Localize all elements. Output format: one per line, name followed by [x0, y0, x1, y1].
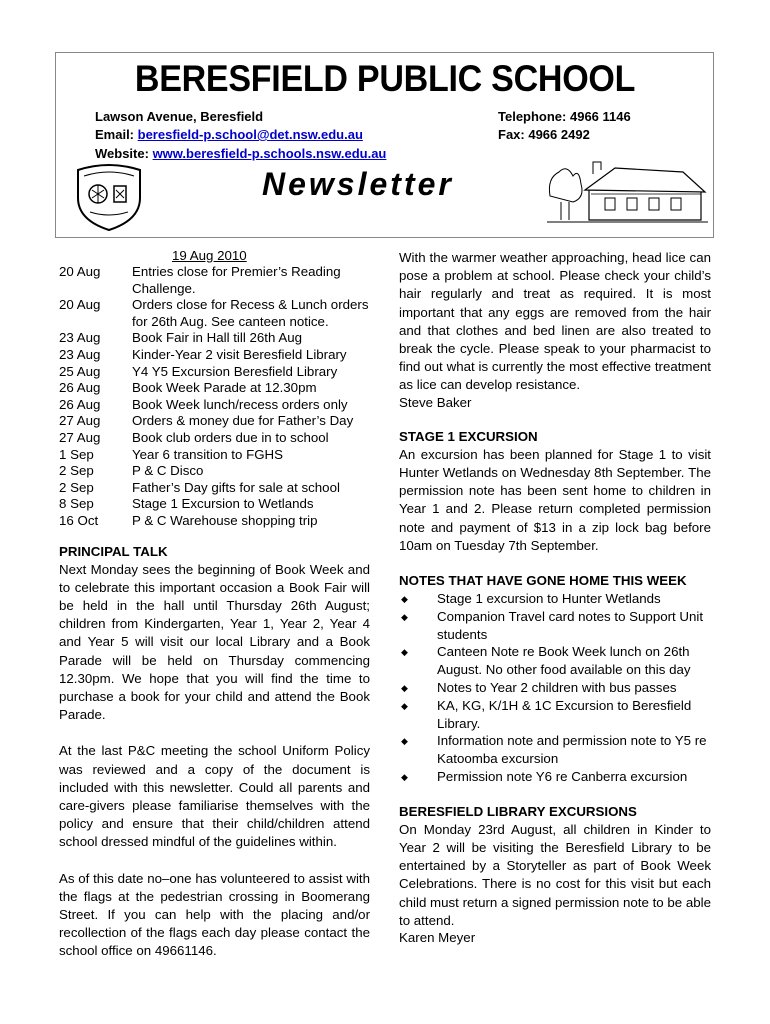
calendar-entry	[59, 430, 374, 447]
calendar-entry	[59, 496, 374, 513]
diamond-bullet-icon: ◆	[401, 612, 408, 623]
notes-home-list	[399, 590, 711, 787]
calendar-event: Year 6 transition to FGHS	[132, 446, 284, 462]
notes-list-item	[399, 697, 711, 732]
principal-talk-p1: Next Monday sees the beginning of Book Week and to celebrate this important occasion a Book Fair will be held in the hall until Thursday 26th August; children from Kindergarten, Year 1, Year 2, Year 4 and Year 5 will visit our local Library and a Book Parade will be held on Thursday commencing 12.30pm. We hope that you will find the time to purchase a book for your child and attend the Book Parade.	[59, 561, 370, 723]
calendar-entry	[59, 297, 374, 330]
calendar-event: Entries close for Premier’s Reading Challenge.	[132, 264, 341, 296]
calendar-event: Book Week Parade at 12.30pm	[132, 380, 317, 396]
calendar-entry	[59, 397, 374, 414]
newsletter-title: Newsletter	[262, 166, 454, 202]
calendar-entry	[59, 447, 374, 464]
calendar-entry	[59, 330, 374, 347]
notes-list-item	[399, 608, 711, 643]
head-lice-text: With the warmer weather approaching, head lice can pose a problem at school. Please check your child’s hair regularly and treat as required. It is most important that any eggs are removed from the hair and that clothes and bed linen are also treated to break the cycle. Please speak to your pharmacist to find out what is currently the most effective treatment as lice can develop resistance.	[399, 250, 711, 393]
calendar-entry	[59, 463, 374, 480]
email-label: Email:	[95, 127, 138, 142]
calendar-entry	[59, 513, 374, 530]
calendar-event: Orders close for Recess & Lunch orders for 26th Aug. See canteen notice.	[132, 297, 369, 329]
notes-item-text: Information note and permission note to Y5 re Katoomba excursion	[437, 733, 707, 766]
principal-talk-title: PRINCIPAL TALK	[59, 544, 168, 559]
head-lice-signature: Steve Baker	[399, 394, 472, 410]
calendar-date: 27 Aug	[59, 413, 101, 429]
diamond-bullet-icon: ◆	[401, 682, 408, 693]
calendar-date: 20 Aug	[59, 297, 101, 313]
calendar-date: 23 Aug	[59, 346, 101, 362]
notes-list-item	[399, 732, 711, 767]
principal-talk-section	[59, 544, 370, 961]
notes-list-item	[399, 679, 711, 698]
calendar-event: Book Week lunch/recess orders only	[132, 396, 348, 412]
diamond-bullet-icon: ◆	[401, 647, 408, 658]
calendar-event: Stage 1 Excursion to Wetlands	[132, 496, 314, 512]
library-title: BERESFIELD LIBRARY EXCURSIONS	[399, 804, 637, 820]
calendar-event: P & C Warehouse shopping trip	[132, 512, 318, 528]
website-line	[95, 146, 386, 161]
calendar-heading: 19 Aug 2010	[172, 248, 247, 263]
calendar-date: 8 Sep	[59, 496, 94, 512]
stage1-text: An excursion has been planned for Stage 1 to visit Hunter Wetlands on Wednesday 8th September. The permission note has been sent home to children in Year 1 and 2. Please return completed permission note and payment of $13 in a zip lock bag before 10am on Tuesday 7th September.	[399, 446, 711, 553]
calendar-entry	[59, 364, 374, 381]
calendar-date: 23 Aug	[59, 330, 101, 346]
stage1-title: STAGE 1 EXCURSION	[399, 429, 538, 445]
telephone: Telephone: 4966 1146	[498, 109, 631, 124]
calendar-list	[59, 264, 374, 530]
calendar-entry	[59, 380, 374, 397]
fax: Fax: 4966 2492	[498, 127, 590, 142]
website-link[interactable]: www.beresfield-p.schools.nsw.edu.au	[152, 146, 387, 161]
school-name: BERESFIELD PUBLIC SCHOOL	[134, 58, 636, 99]
calendar-date: 16 Oct	[59, 512, 99, 528]
email-line	[95, 127, 363, 142]
diamond-bullet-icon: ◆	[401, 701, 408, 712]
calendar-event: Father’s Day gifts for sale at school	[132, 479, 340, 495]
calendar-event: Orders & money due for Father’s Day	[132, 413, 354, 429]
calendar-event: Kinder-Year 2 visit Beresfield Library	[132, 346, 347, 362]
calendar-date: 25 Aug	[59, 363, 101, 379]
email-link[interactable]: beresfield-p.school@det.nsw.edu.au	[137, 127, 363, 142]
calendar-event: Book club orders due in to school	[132, 429, 329, 445]
notes-list-item	[399, 768, 711, 787]
calendar-date: 20 Aug	[59, 264, 101, 279]
school-building-drawing	[545, 158, 710, 228]
calendar-event: P & C Disco	[132, 463, 204, 479]
calendar-date: 2 Sep	[59, 479, 94, 495]
calendar-entry	[59, 480, 374, 497]
calendar-date: 26 Aug	[59, 380, 101, 396]
calendar-event: Book Fair in Hall till 26th Aug	[132, 330, 302, 346]
library-text: On Monday 23rd August, all children in Kinder to Year 2 will be visiting the Beresfield Library to be entertained by a Storyteller as part of Book Week Celebrations. There is no cost for this visit but each child must return a signed permission note to be able to attend.	[399, 821, 711, 928]
notes-home-title: NOTES THAT HAVE GONE HOME THIS WEEK	[399, 573, 687, 589]
notes-item-text: KA, KG, K/1H & 1C Excursion to Beresfield Library.	[437, 698, 692, 731]
calendar-date: 1 Sep	[59, 446, 94, 462]
calendar-event: Y4 Y5 Excursion Beresfield Library	[132, 363, 338, 379]
notes-list-item	[399, 643, 711, 678]
library-signature: Karen Meyer	[399, 929, 476, 945]
principal-talk-p2: At the last P&C meeting the school Uniform Policy was reviewed and a copy of the document is included with this newsletter. Could all parents and care-givers please familiarise themselves with the policy and ensure that their child/children attend school dressed mindful of the guidelines within.	[59, 743, 370, 850]
notes-item-text: Companion Travel card notes to Support Unit students	[437, 609, 704, 642]
calendar-entry	[59, 264, 374, 297]
website-label: Website:	[95, 146, 153, 161]
notes-item-text: Permission note Y6 re Canberra excursion	[437, 768, 688, 784]
diamond-bullet-icon: ◆	[401, 736, 408, 747]
right-column	[399, 249, 711, 947]
calendar-date: 27 Aug	[59, 429, 101, 445]
notes-item-text: Canteen Note re Book Week lunch on 26th August. No other food available on this day	[437, 644, 691, 677]
notes-list-item	[399, 590, 711, 609]
calendar-entry	[59, 347, 374, 364]
calendar-date: 2 Sep	[59, 463, 94, 479]
notes-item-text: Notes to Year 2 children with bus passes	[437, 679, 677, 695]
calendar-date: 26 Aug	[59, 396, 101, 412]
calendar-entry	[59, 413, 374, 430]
notes-item-text: Stage 1 excursion to Hunter Wetlands	[437, 590, 661, 606]
school-address: Lawson Avenue, Beresfield	[95, 109, 264, 124]
principal-talk-p3: As of this date no–one has volunteered to assist with the flags at the pedestrian crossing in Boomerang Street. If you can help with the placing and/or recollection of the flags each day please contact the school office on 49661146.	[59, 870, 370, 959]
school-crest-logo	[70, 160, 148, 232]
diamond-bullet-icon: ◆	[401, 593, 408, 604]
diamond-bullet-icon: ◆	[401, 771, 408, 782]
